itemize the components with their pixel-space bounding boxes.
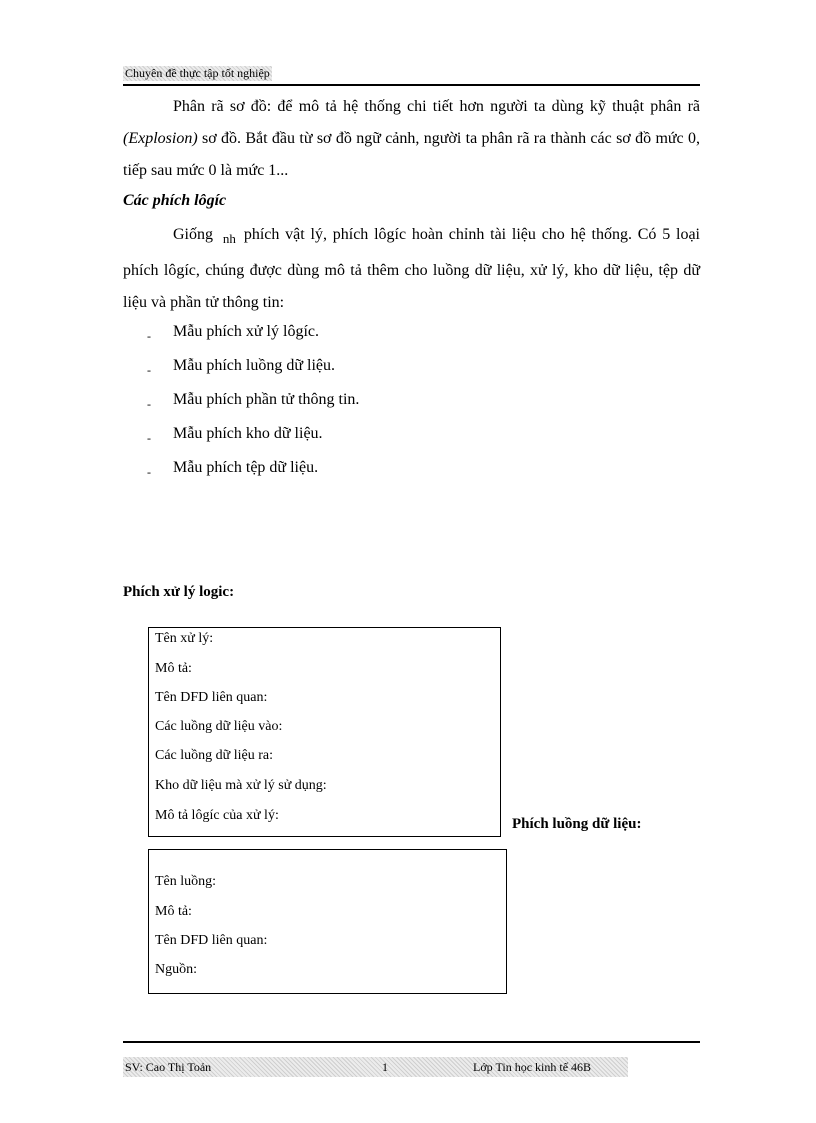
field-label: Tên DFD liên quan: (155, 690, 268, 705)
field-label: Các luồng dữ liệu vào: (155, 719, 283, 734)
logic-rest: phích vật lý, phích lôgíc hoàn chỉnh tài liệu cho hệ thống. Có 5 loại phích lôgíc, chúng được dùng mô tả thêm cho luồng dữ liệu, xử lý, kho dữ liệu, tệp dữ liệu và phần tử thông tin: (123, 226, 701, 311)
processing-card-box (148, 627, 501, 837)
list-item: - Mẫu phích luồng dữ liệu. (123, 349, 700, 383)
header-title: Chuyên đề thực tập tốt nghiệp (125, 66, 270, 80)
page-header (123, 64, 700, 86)
footer-student: SV: Cao Thị Toản (125, 1060, 212, 1074)
footer-class: Lớp Tin học kinh tế 46B (473, 1060, 592, 1074)
processing-card-label: Phích xử lý logic: (123, 584, 235, 600)
page-footer (123, 1057, 628, 1077)
footer-divider (123, 1041, 700, 1043)
bullet-dash: - (147, 397, 151, 411)
field-label: Các luồng dữ liệu ra: (155, 748, 274, 763)
list-item: - Mẫu phích phần tử thông tin. (123, 383, 700, 417)
field-label: Mô tả lôgíc của xử lý: (155, 808, 279, 823)
logic-word1: Giống (173, 226, 213, 243)
bullet-dash: - (147, 363, 151, 377)
intro-line2: sơ đồ. Bắt đầu từ sơ đồ ngữ cảnh, người ta phân rã ra thành các sơ đồ mức 0, tiếp sau mức 0 là mức 1... (123, 130, 701, 179)
flow-card-box (148, 849, 507, 994)
logic-paragraph (123, 219, 700, 319)
field-label: Tên xử lý: (155, 631, 214, 646)
field-label: Mô tả: (155, 904, 192, 919)
flow-card-label: Phích luồng dữ liệu: (512, 816, 642, 832)
bullet-dash: - (147, 329, 151, 343)
bullet-dash: - (147, 465, 151, 479)
intro-line1: Phân rã sơ đồ: để mô tả hệ thống chi tiết hơn người ta dùng kỹ thuật phân rã (173, 98, 700, 115)
field-label: Kho dữ liệu mà xử lý sử dụng: (155, 778, 327, 793)
field-label: Tên DFD liên quan: (155, 933, 268, 948)
list-item: - Mẫu phích xử lý lôgíc. (123, 315, 700, 349)
field-label: Tên luồng: (155, 874, 217, 889)
list-item: - Mẫu phích kho dữ liệu. (123, 417, 700, 451)
field-label: Nguồn: (155, 962, 197, 977)
intro-paragraph (123, 91, 700, 187)
card-type-list (123, 315, 700, 485)
bullet-dash: - (147, 431, 151, 445)
section-heading: Các phích lôgíc (123, 192, 227, 209)
field-label: Mô tả: (155, 661, 192, 676)
explosion-term: (Explosion) (123, 130, 198, 147)
logic-small-text: nh (222, 231, 236, 246)
page-number: 1 (382, 1060, 388, 1074)
list-item: - Mẫu phích tệp dữ liệu. (123, 451, 700, 485)
